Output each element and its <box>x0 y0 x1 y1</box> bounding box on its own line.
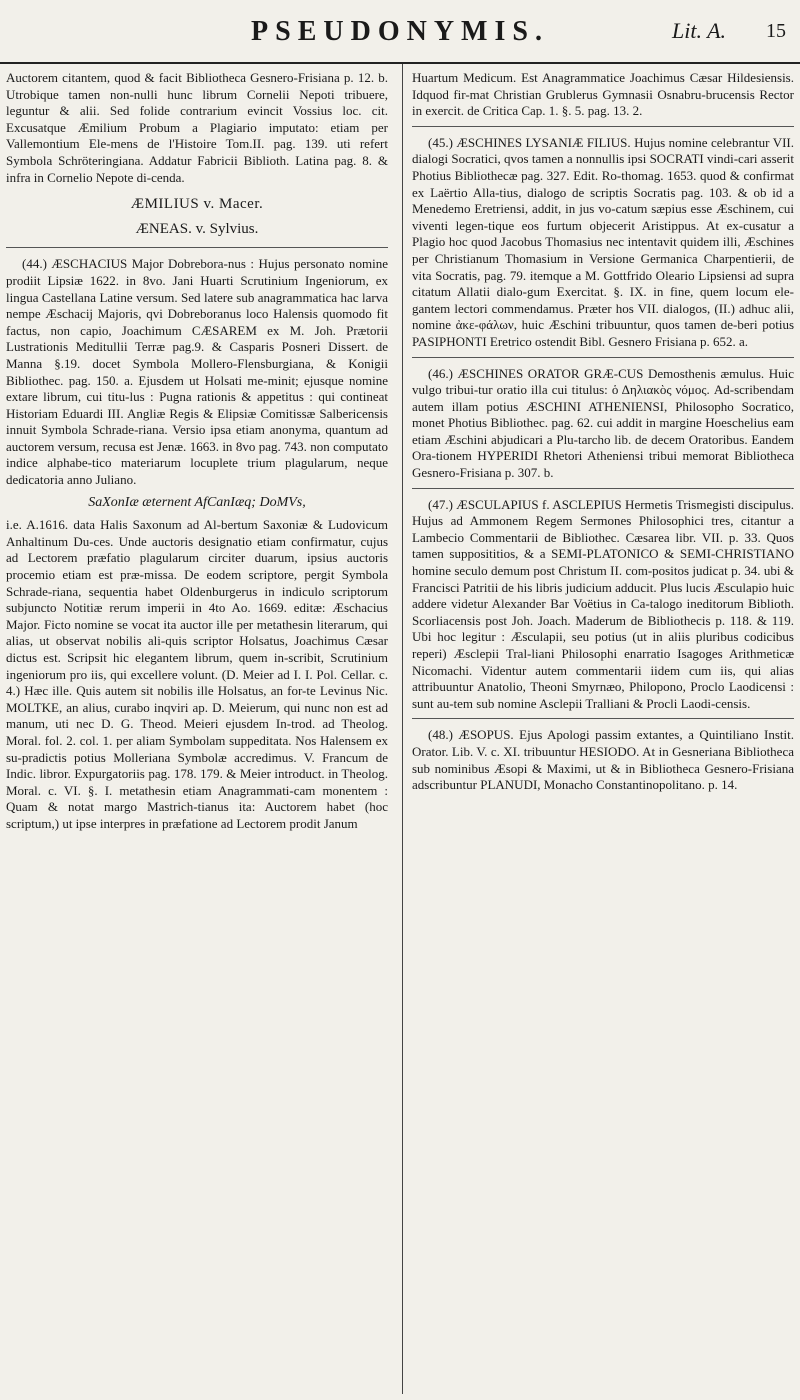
page-number: 15 <box>766 20 786 42</box>
entry-46: (46.) ÆSCHINES ORATOR GRÆ-CUS Demosthenis æmulus. Huic vulgo tribui-tur oratio illa cui titulus: ὁ Δηλιακὸς νόμος. Ad-scribendam autem illam potius ÆSCHINI ATHENIENSI, Philosopho Socratico, monet Photius Bibliothec. pag. 62. cui addit in margine Hoeschelius eam etiam Æschini abjudicari a Plu-tarcho lib. de decem Oratoribus. Eandem Ora-tionem HYPERIDI Rhetori Atheniensi tribui memorat Bibliotheca Gesnero-Frisiana p. 307. b. <box>412 365 794 481</box>
right-column <box>412 70 794 1390</box>
right-intro-paragraph: Huartum Medicum. Est Anagrammatice Joachimus Cæsar Hildesiensis. Idquod fir-mat Christian Grublerus Gymnasii Osnabru-brucensis Rector in exercit. de Critica Cap. 1. §. 5. pag. 13. 2. <box>412 70 794 119</box>
entry-47: (47.) ÆSCULAPIUS f. ASCLEPIUS Hermetis Trismegisti discipulus. Hujus ad Ammonem Regem Sermones Philosophici tres, citantur a Lambecio Commentarii de Bibliothec. Cæsarea libr. VII. p. 33. Quos tamen supposititios, & a SEMI-PLATONICO & SEMI-CHRISTIANO homine seculo demum post Christum II. com-positos judicat p. 34. ubi & Francisci Patritii de his libris judicium adducit. Plus lucis Æsculapio huic addere videtur Alexander Bar Voëtius in Ca-talogo ineditorum Biblioth. Scorliacensis post Joh. Joach. Maderum de Bibliothecis p. 118. & 119. Ubi hoc legitur : Æsculapii, seu potius (ut in aliis pluribus codicibus reperi) Æsclepii Tral-liani Philosophi enarratio Isagoges Arithmeticæ Nicomachi. Videntur autem commentarii iidem cum iis, qui alias attribuuntur Anatolio, Theoni Smyrnæo, Philopono, Proclo Laodicensi : sunt au-tem sub nomine Asclepii Tralliani & Procli Laodi-censis. <box>412 496 794 711</box>
heading-aemilius: ÆMILIUS v. Macer. <box>130 196 264 213</box>
separator <box>412 357 794 358</box>
left-intro-paragraph: Auctorem citantem, quod & facit Bibliotheca Gesnero-Frisiana p. 12. b. Utrobique tamen non-nulli hunc librum Cornelii Nepoti tribuere, leguntur & alii. Sed folide contrarium evincit Vossius loc. cit. Excusatque Æmilium Probum a Plagiario imputato: etiam per Vallemontium Ele-mens de l'Histoire Tom.II. pag. 139. uti refert Symbola Schröteringiana. Addatur Fabricii Biblioth. Latina pag. 8. & infra in Cornelio Nepote di-cenda. <box>6 70 388 185</box>
separator <box>6 247 388 248</box>
entry-44: (44.) ÆSCHACIUS Major Dobrebora-nus : Hujus personato nomine prodiit Lipsiæ 1622. in 8vo. Jani Huarti Scrutinium Ingeniorum, ex lingua Castellana Latine versum. Sed latere sub anagrammatica hac larva nempe Æschacij Majoris, qvi Dobreboranus loco Halensis quomodo fit factus, non capio, Joachimum CÆSAREM ex M. Joh. Prætorii Lustrationis Meditullii Terræ pag.9. & Casparis Posneri Dissert. de Manna §.19. docet Symbola Mollero-Flensburgiana, & Konigii Bibliothec. pag. 150. a. Ejusdem ut Holsati me-minit; ejusque nomine extare librum, cui titu-lus : Pugna rationis & appetitus : qui contineat Historiam Eduardi III. Angliæ Regis & Elipsiæ Comitissæ Salbericensis innuit Symbola Schrade-riana. Versio ipsa etiam anonyma, quantum ad auctorem versum, recusa est Jenæ. 1663. in 8vo pag. 743. non computato indice alphabe-tico materiarum locuplete trium plagularum, neque dedicatoria anno Juliano. <box>6 256 388 488</box>
section-marker: Lit. A. <box>672 18 727 43</box>
header-rule <box>0 62 800 64</box>
running-header <box>0 0 800 62</box>
column-divider <box>402 64 403 1394</box>
left-column <box>6 70 388 1390</box>
chronogram: SaXonIæ æternent AfCanIæq; DoMVs, <box>88 494 306 510</box>
running-title: PSEUDONYMIS. <box>251 16 549 47</box>
separator <box>412 718 794 719</box>
entry-44-continued: i.e. A.1616. data Halis Saxonum ad Al-bertum Saxoniæ & Ludovicum Anhaltinum Du-ces. Unde auctoris designatio etiam confirmatur, cujus ad Lectorem præfatio plagularum circiter duarum, ipsius auctoris procemio etiam est præ-missa. De eodem scriptore, pergit Symbola Schrade-riana, sequentia habet Oldenburgerus in indiculo scriptorum subjuncto Notitiæ rerum imperii in 4to Ao. 1669. editæ: Æschacius Major. Ficto nomine se vocat ita auctor ille per metathesin literarum, qui alias, ut observat nobilis ali-quis scriptor Holsatus, Joachimus Cæsar dictus est. Scripsit hic elegantem librum, quem in-scribit, Scrutinium ingeniorum pro iis, qui excellere volunt. (D. Meier ad I. I. Pol. Cellar. c. 4.) Hæc ille. Quis autem sit nobilis ille Holsatus, an for-te Levinus Nic. MOLTKE, an alius, curabo inqviri ap. D. Meierum, qui nunc non est ad manum, uti nec D. G. Theod. Meieri ejusdem In-trod. ad Theolog. Moral. fol. 2. col. 1. per aliam Symbolam suppeditata. Nos Halensem ex su-pradictis potius Molleriana Symbolæ accredimus. V. Francum de Indic. libror. Expurgatoriis pag. 178. 179. & Meier introduct. in Theolog. Moral. c. VI. §. I. metathesin etiam Anagrammati-cam monentem : Quam & notat margo Mastrich-tianus ita: Auctorem habet (hoc scriptum,) ut ipse interpres in præfatione ad Lectorem prodit Janum <box>6 517 388 831</box>
separator <box>412 488 794 489</box>
heading-aeneas: ÆNEAS. v. Sylvius. <box>135 220 259 237</box>
entry-45: (45.) ÆSCHINES LYSANIÆ FILIUS. Hujus nomine celebrantur VII. dialogi Socratici, qvos tamen a nonnullis ipsi SOCRATI vindi-cari asserit Photius Bibliothecæ pag. 327. Edit. Ro-thomag. 1653. quod & confirmat ex Laërtio Alla-tius, dialogo de scriptis Socratis pag. 103. & ob id a Menedemo Eretriensi, addit, in jus vo-catum sæpius esse Æschinem, cui viventi legen-tique eos furtum objecerit Aristippus. At ex-cusatur a Plagio hoc quod Jacobus Thomasius nec intentavit quidem illi, Æschines per Christianum Thomasium in Versione Germanica Charpentierii, de vita Socratis, pag. 79. itemque a M. Gottfrido Oleario Lipsiensi ad supra citatum Allatii dialo-gum Exercitat. §. IX. in fine, quem locum ele-gantem lectori commendamus. Præter hos VII. dialogos, (II.) adhuc alii, nomine ἀκε-φάλων, huic Æschini tribuuntur, quos tamen de-beri potius PASIPHONTI Eretrico ostendit Bibl. Gesnero Frisiana p. 652. a. <box>412 134 794 349</box>
separator <box>412 126 794 127</box>
entry-48: (48.) ÆSOPUS. Ejus Apologi passim extantes, a Quintiliano Instit. Orator. Lib. V. c. XI. tribuuntur HESIODO. At in Gesneriana Bibliotheca sub nominibus Æsopi & Maximi, ut & in Bibliotheca Gesnero-Frisiana adscribuntur PLANUDI, Monacho Constantinopolitano. p. 14. <box>412 727 794 793</box>
